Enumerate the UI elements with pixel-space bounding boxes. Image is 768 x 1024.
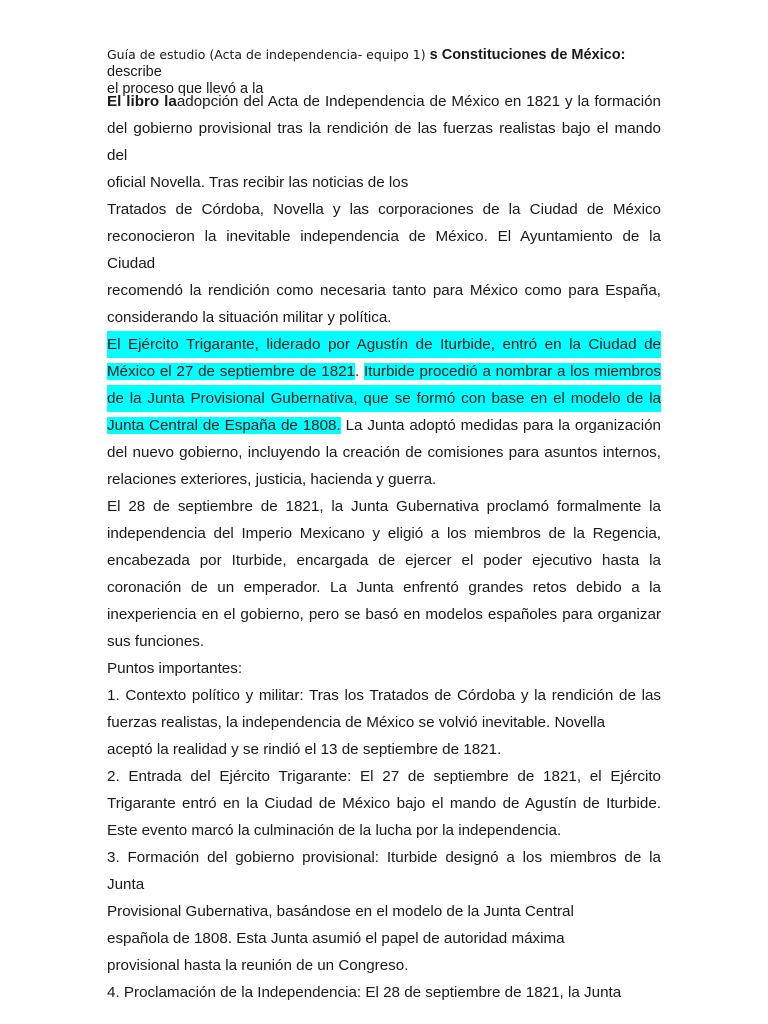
point-2 [107, 763, 661, 844]
text-line: 4. Proclamación de la Independencia: El 28 de septiembre de 1821, la Junta [107, 984, 622, 1001]
highlighted-span: México el 27 de septiembre de 1821 [107, 363, 356, 380]
text-line: independencia del Imperio Mexicano y eligió a los miembros de la Regencia, [107, 525, 661, 542]
text-line: 1. Contexto político y militar: Tras los Tratados de Córdoba y la rendición de las [107, 687, 661, 704]
point-1 [107, 682, 661, 763]
paragraph-4 [107, 493, 661, 655]
header-bold-title: s Constituciones de México: [429, 47, 626, 63]
text-span: . [355, 363, 365, 380]
paragraph-2 [107, 196, 661, 331]
text-line: considerando la situación militar y política. [107, 309, 392, 326]
text-line: Trigarante entró en la Ciudad de México bajo el mando de Agustín de Iturbide. [107, 795, 661, 812]
text-line: provisional hasta la reunión de un Congreso. [107, 957, 409, 974]
text-line: 3. Formación del gobierno provisional: Iturbide designó a los miembros de la Junta [107, 849, 661, 893]
highlighted-line: El Ejército Trigarante, liderado por Agustín de Iturbide, entró en la Ciudad de [107, 331, 661, 358]
text-line: Tratados de Córdoba, Novella y las corporaciones de la Ciudad de México [107, 201, 661, 218]
text-line: Este evento marcó la culminación de la lucha por la independencia. [107, 822, 562, 839]
text-line: oficial Novella. Tras recibir las noticias de los [107, 174, 409, 191]
paragraph-1 [107, 88, 661, 196]
header-line-2: el proceso que llevó a la [107, 81, 264, 97]
point-3 [107, 844, 661, 979]
text-line [107, 412, 661, 439]
text-line [107, 358, 661, 385]
text-line: reconocieron la inevitable independencia de México. El Ayuntamiento de la Ciudad [107, 228, 661, 272]
text-line: del gobierno provisional tras la rendición de las fuerzas realistas bajo el mando del [107, 120, 661, 164]
text-line: El 28 de septiembre de 1821, la Junta Gubernativa proclamó formalmente la [107, 498, 661, 515]
bold-phrase: El libro la [107, 93, 177, 110]
text-line: 2. Entrada del Ejército Trigarante: El 27 de septiembre de 1821, el Ejército [107, 768, 661, 785]
highlighted-span: Iturbide procedió a nombrar a los miembros [364, 363, 661, 380]
points-heading-block [107, 655, 661, 682]
text-line: encabezada por Iturbide, encargada de ejercer el poder ejecutivo hasta la [107, 552, 661, 569]
text-line: inexperiencia en el gobierno, pero se basó en modelos españoles para organizar [107, 606, 661, 623]
paragraph-3 [107, 331, 661, 493]
text-line: aceptó la realidad y se rindió el 13 de septiembre de 1821. [107, 741, 502, 758]
highlighted-span: Junta Central de España de 1808. [107, 417, 341, 434]
text-line: coronación de un emperador. La Junta enfrentó grandes retos debido a la [107, 579, 661, 596]
document-body [107, 88, 661, 1006]
text-line: fuerzas realistas, la independencia de México se volvió inevitable. Novella [107, 714, 606, 731]
text-line [107, 88, 661, 115]
text-line: Provisional Gubernativa, basándose en el modelo de la Junta Central [107, 903, 574, 920]
points-heading: Puntos importantes: [107, 660, 243, 677]
text-line: sus funciones. [107, 633, 205, 650]
text-line: relaciones exteriores, justicia, hacienda y guerra. [107, 471, 437, 488]
point-4 [107, 979, 661, 1006]
text-line: española de 1808. Esta Junta asumió el papel de autoridad máxima [107, 930, 565, 947]
text-span: La Junta adoptó medidas para la organización [340, 417, 662, 434]
header-course-label: Guía de estudio (Acta de independencia- equipo 1) [107, 47, 426, 62]
text-line: del nuevo gobierno, incluyendo la creación de comisiones para asuntos internos, [107, 444, 661, 461]
header-title-rest: describe [107, 64, 162, 80]
text-span: adopción del Acta de Independencia de México en 1821 y la formación [176, 93, 662, 110]
text-line: recomendó la rendición como necesaria tanto para México como para España, [107, 282, 661, 299]
highlighted-line: de la Junta Provisional Gubernativa, que se formó con base en el modelo de la [107, 385, 661, 412]
